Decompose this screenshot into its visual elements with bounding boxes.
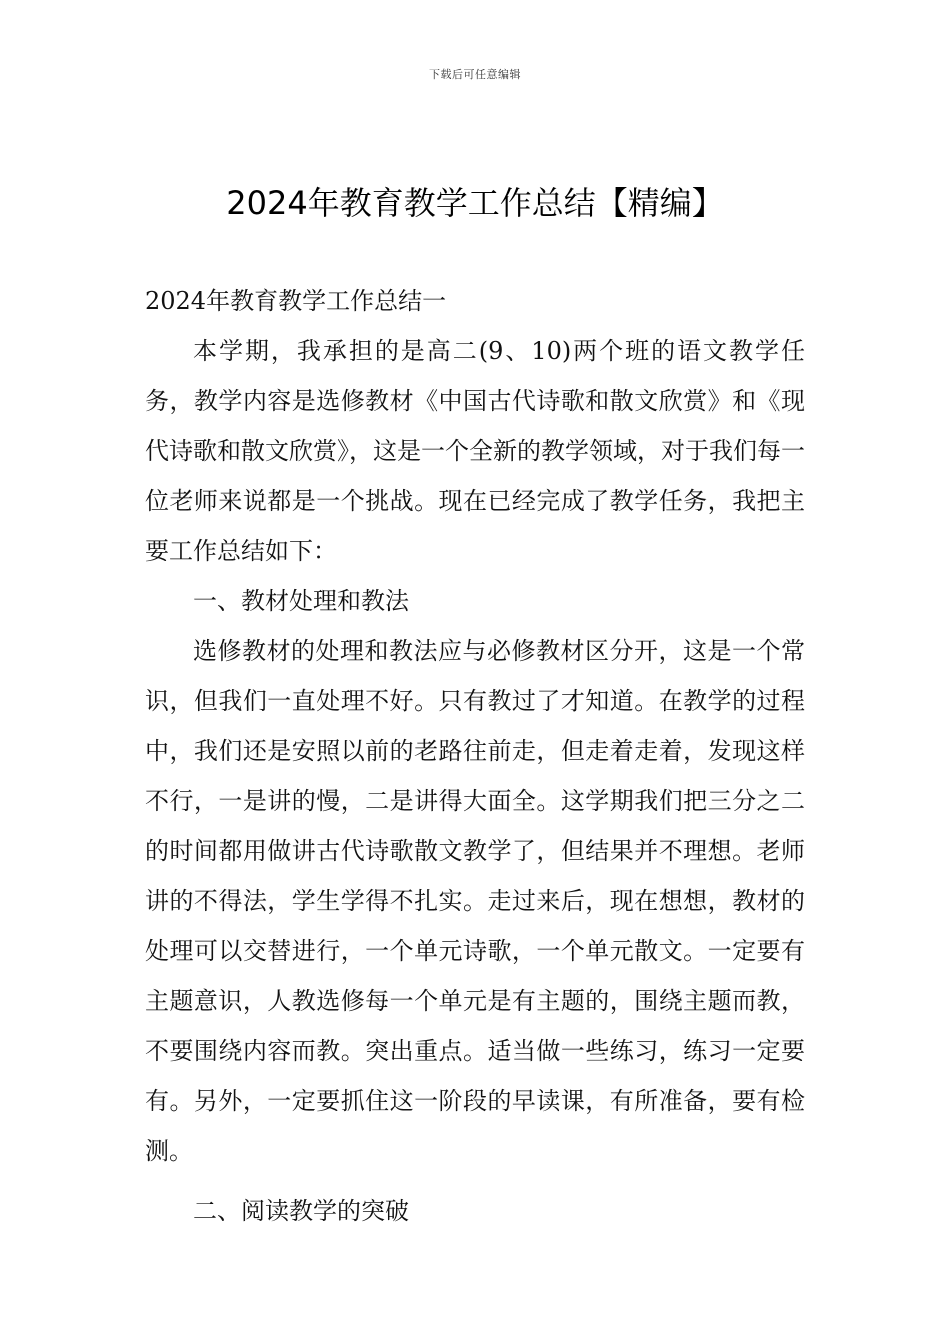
section-heading-1: 一、教材处理和教法	[193, 587, 409, 615]
document-title: 2024年教育教学工作总结【精编】	[226, 184, 724, 222]
body-paragraph-1: 选修教材的处理和教法应与必修教材区分开，这是一个常识，但我们一直处理不好。只有教过了才知道。在教学的过程中，我们还是安照以前的老路往前走，但走着走着，发现这样不行，一是讲的慢，二是讲得大面全。这学期我们把三分之二的时间都用做讲古代诗歌散文教学了，但结果并不理想。老师讲的不得法，学生学得不扎实。走过来后，现在想想，教材的处理可以交替进行，一个单元诗歌，一个单元散文。一定要有主题意识，人教选修每一个单元是有主题的，围绕主题而教，不要围绕内容而教。突出重点。适当做一些练习，练习一定要有。另外，一定要抓住这一阶段的早读课，有所准备，要有检测。	[145, 637, 805, 1165]
header-note: 下载后可任意编辑	[429, 68, 521, 81]
intro-paragraph: 本学期，我承担的是高二(9、10)两个班的语文教学任务，教学内容是选修教材《中国古代诗歌和散文欣赏》和《现代诗歌和散文欣赏》，这是一个全新的教学领域，对于我们每一位老师来说都是一个挑战。现在已经完成了教学任务，我把主要工作总结如下：	[145, 337, 805, 565]
document-body	[145, 276, 805, 1236]
section-subtitle: 2024年教育教学工作总结一	[145, 287, 447, 315]
section-heading-2: 二、阅读教学的突破	[193, 1197, 409, 1225]
